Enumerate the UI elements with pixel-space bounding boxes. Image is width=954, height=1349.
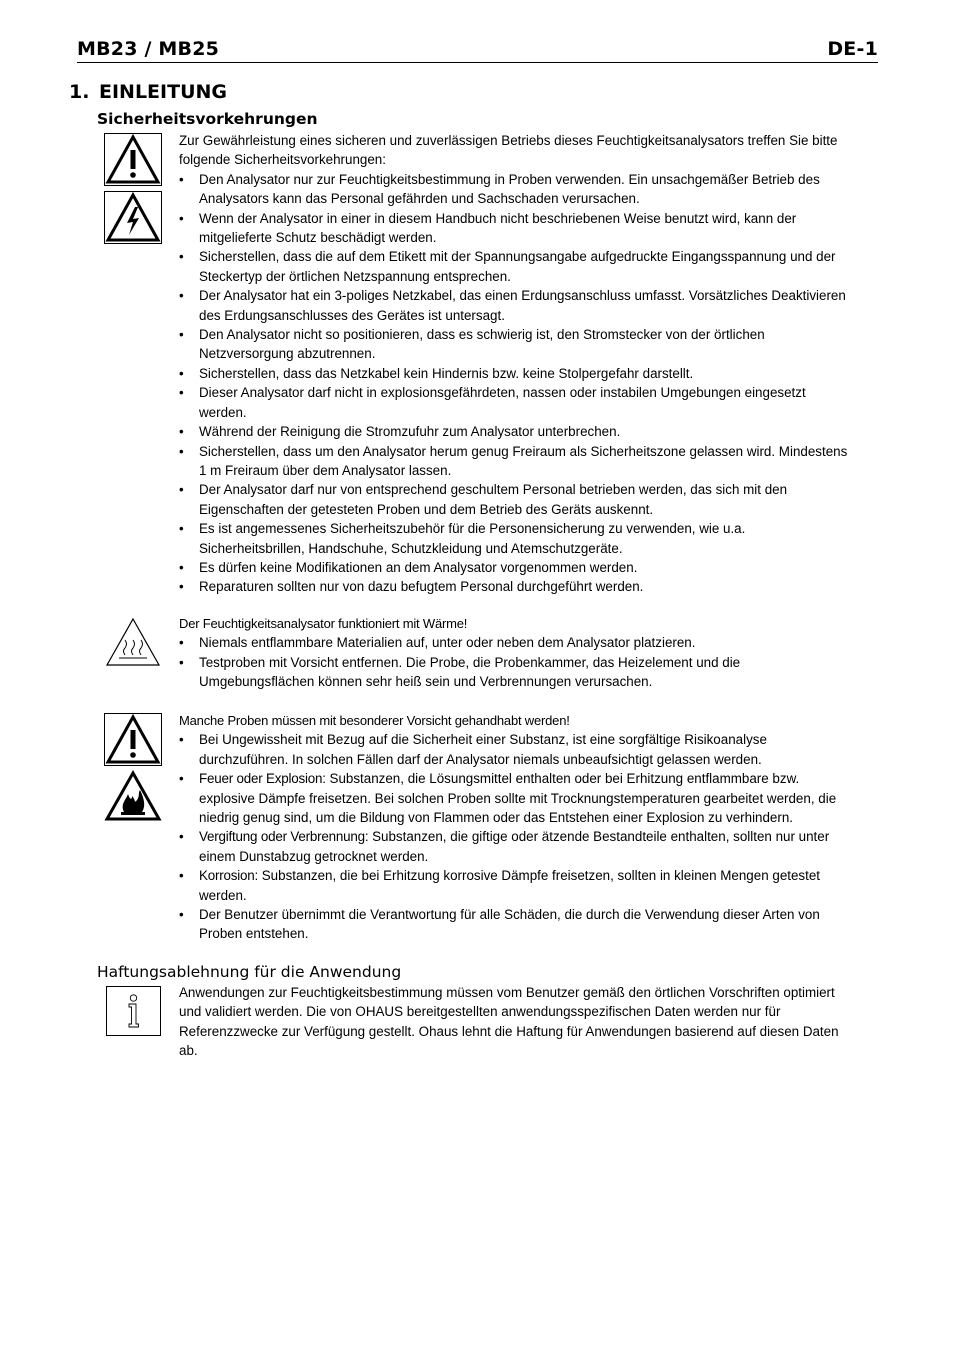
disclaimer-block bbox=[179, 983, 854, 1061]
list-item: • Niemals entflammbare Materialien auf, unter oder neben dem Analysator platzieren. bbox=[179, 633, 854, 652]
fire-text: Substanzen, die Lösungsmittel enthalten oder bei Erhitzung entflammbare bzw. explosive Dämpfe freisetzen. Bei solchen Proben sollte mit Trocknungstemperaturen gearbeitet werden, die niedrig genug sind, um die Bildung von Flammen oder das Entstehen einer Explosion zu verhindern. bbox=[199, 771, 837, 826]
page-header bbox=[77, 38, 878, 63]
poison-text: Substanzen, die giftige oder ätzende Bestandteile enthalten, sollten nur unter einem Dunstabzug getrocknet werden. bbox=[199, 829, 830, 864]
warning-icon bbox=[104, 713, 162, 766]
list-item: • Der Benutzer übernimmt die Verantwortung für alle Schäden, die durch die Verwendung dieser Arten von Proben entstehen. bbox=[179, 905, 854, 944]
list-item: • Sicherstellen, dass das Netzkabel kein Hindernis bzw. keine Stolpergefahr darstellt. bbox=[179, 364, 854, 383]
hot-surface-icon bbox=[105, 617, 161, 667]
list-item bbox=[179, 866, 854, 905]
list-item bbox=[179, 769, 854, 827]
list-item: • Wenn der Analysator in einer in diesem Handbuch nicht beschriebenen Weise benutzt wird, kann der mitgelieferte Schutz beschädigt werden. bbox=[179, 209, 854, 248]
samples-block bbox=[179, 711, 854, 944]
fire-label: Feuer oder Explosion: bbox=[199, 771, 326, 787]
safety-block bbox=[179, 131, 854, 597]
list-item: • Sicherstellen, dass die auf dem Etikett mit der Spannungsangabe aufgedruckte Eingangsspannung und der Steckertyp der örtlichen Netzspannung entsprechen. bbox=[179, 247, 854, 286]
safety-list bbox=[179, 170, 854, 597]
info-icon bbox=[106, 986, 161, 1036]
safety-intro: Zur Gewährleistung eines sicheren und zuverlässigen Betriebs dieses Feuchtigkeitsanalysators treffen Sie bitte folgende Sicherheitsvorkehrungen: bbox=[179, 133, 838, 168]
corrosion-text: Substanzen, die bei Erhitzung korrosive Dämpfe freisetzen, sollten in kleinen Mengen getestet werden. bbox=[199, 868, 821, 903]
list-item: • Den Analysator nicht so positionieren, dass es schwierig ist, den Stromstecker von der örtlichen Netzversorgung abzutrennen. bbox=[179, 325, 854, 364]
list-item: • Testproben mit Vorsicht entfernen. Die Probe, die Probenkammer, das Heizelement und die Umgebungsflächen können sehr heiß sein und Verbrennungen verursachen. bbox=[179, 653, 854, 692]
list-item bbox=[179, 827, 854, 866]
electrical-hazard-icon bbox=[104, 191, 162, 244]
heat-title: Der Feuchtigkeitsanalysator funktioniert mit Wärme! bbox=[179, 616, 468, 631]
list-item: • Reparaturen sollten nur von dazu befugtem Personal durchgeführt werden. bbox=[179, 577, 854, 596]
poison-label: Vergiftung oder Verbrennung: bbox=[199, 829, 369, 845]
section-title-text: EINLEITUNG bbox=[99, 81, 227, 103]
list-item: • Der Analysator hat ein 3-poliges Netzkabel, das einen Erdungsanschluss umfasst. Vorsätzliches Deaktivieren des Erdungsanschlusses des Gerätes ist untersagt. bbox=[179, 286, 854, 325]
section-number: 1. bbox=[69, 81, 90, 103]
disclaimer-heading: Haftungsablehnung für die Anwendung bbox=[97, 963, 402, 981]
list-item: • Es dürfen keine Modifikationen an dem Analysator vorgenommen werden. bbox=[179, 558, 854, 577]
list-item: • Sicherstellen, dass um den Analysator herum genug Freiraum als Sicherheitszone gelassen wird. Mindestens 1 m Freiraum über dem Analysator lassen. bbox=[179, 442, 854, 481]
list-item: • Bei Ungewissheit mit Bezug auf die Sicherheit einer Substanz, ist eine sorgfältige Risikoanalyse durchzuführen. In solchen Fällen darf der Analysator niemals unbeaufsichtigt gelassen werden. bbox=[179, 730, 854, 769]
heat-list bbox=[179, 633, 854, 691]
warning-icon bbox=[104, 133, 162, 186]
list-item: • Der Analysator darf nur von entsprechend geschultem Personal betrieben werden, das sich mit den Eigenschaften der getesteten Proben und dem Betrieb des Geräts auskennt. bbox=[179, 480, 854, 519]
samples-list bbox=[179, 730, 854, 943]
list-item: • Es ist angemessenes Sicherheitszubehör für die Personensicherung zu verwenden, wie u.a. Sicherheitsbrillen, Handschuhe, Schutzkleidung und Atemschutzgeräte. bbox=[179, 519, 854, 558]
list-item: • Während der Reinigung die Stromzufuhr zum Analysator unterbrechen. bbox=[179, 422, 854, 441]
list-item: • Dieser Analysator darf nicht in explosionsgefährdeten, nassen oder instabilen Umgebungen eingesetzt werden. bbox=[179, 383, 854, 422]
flammable-icon bbox=[104, 770, 162, 822]
safety-heading: Sicherheitsvorkehrungen bbox=[97, 110, 318, 128]
page-number: DE-1 bbox=[827, 38, 878, 60]
corrosion-label: Korrosion: bbox=[199, 868, 259, 884]
heat-block bbox=[179, 614, 854, 692]
list-item: • Den Analysator nur zur Feuchtigkeitsbestimmung in Proben verwenden. Ein unsachgemäßer Betrieb des Analysators kann das Personal gefährden und Sachschaden verursachen. bbox=[179, 170, 854, 209]
samples-title: Manche Proben müssen mit besonderer Vorsicht gehandhabt werden! bbox=[179, 713, 570, 728]
model-title: MB23 / MB25 bbox=[77, 38, 220, 60]
disclaimer-text: Anwendungen zur Feuchtigkeitsbestimmung müssen vom Benutzer gemäß den örtlichen Vorschriften optimiert und validiert werden. Die von OHAUS bereitgestellten anwendungsspezifischen Daten werden nur für Referenzzwecke zur Verfügung gestellt. Ohaus lehnt die Haftung für Anwendungen basierend auf diesen Daten ab. bbox=[179, 985, 839, 1059]
section-title bbox=[69, 81, 227, 103]
